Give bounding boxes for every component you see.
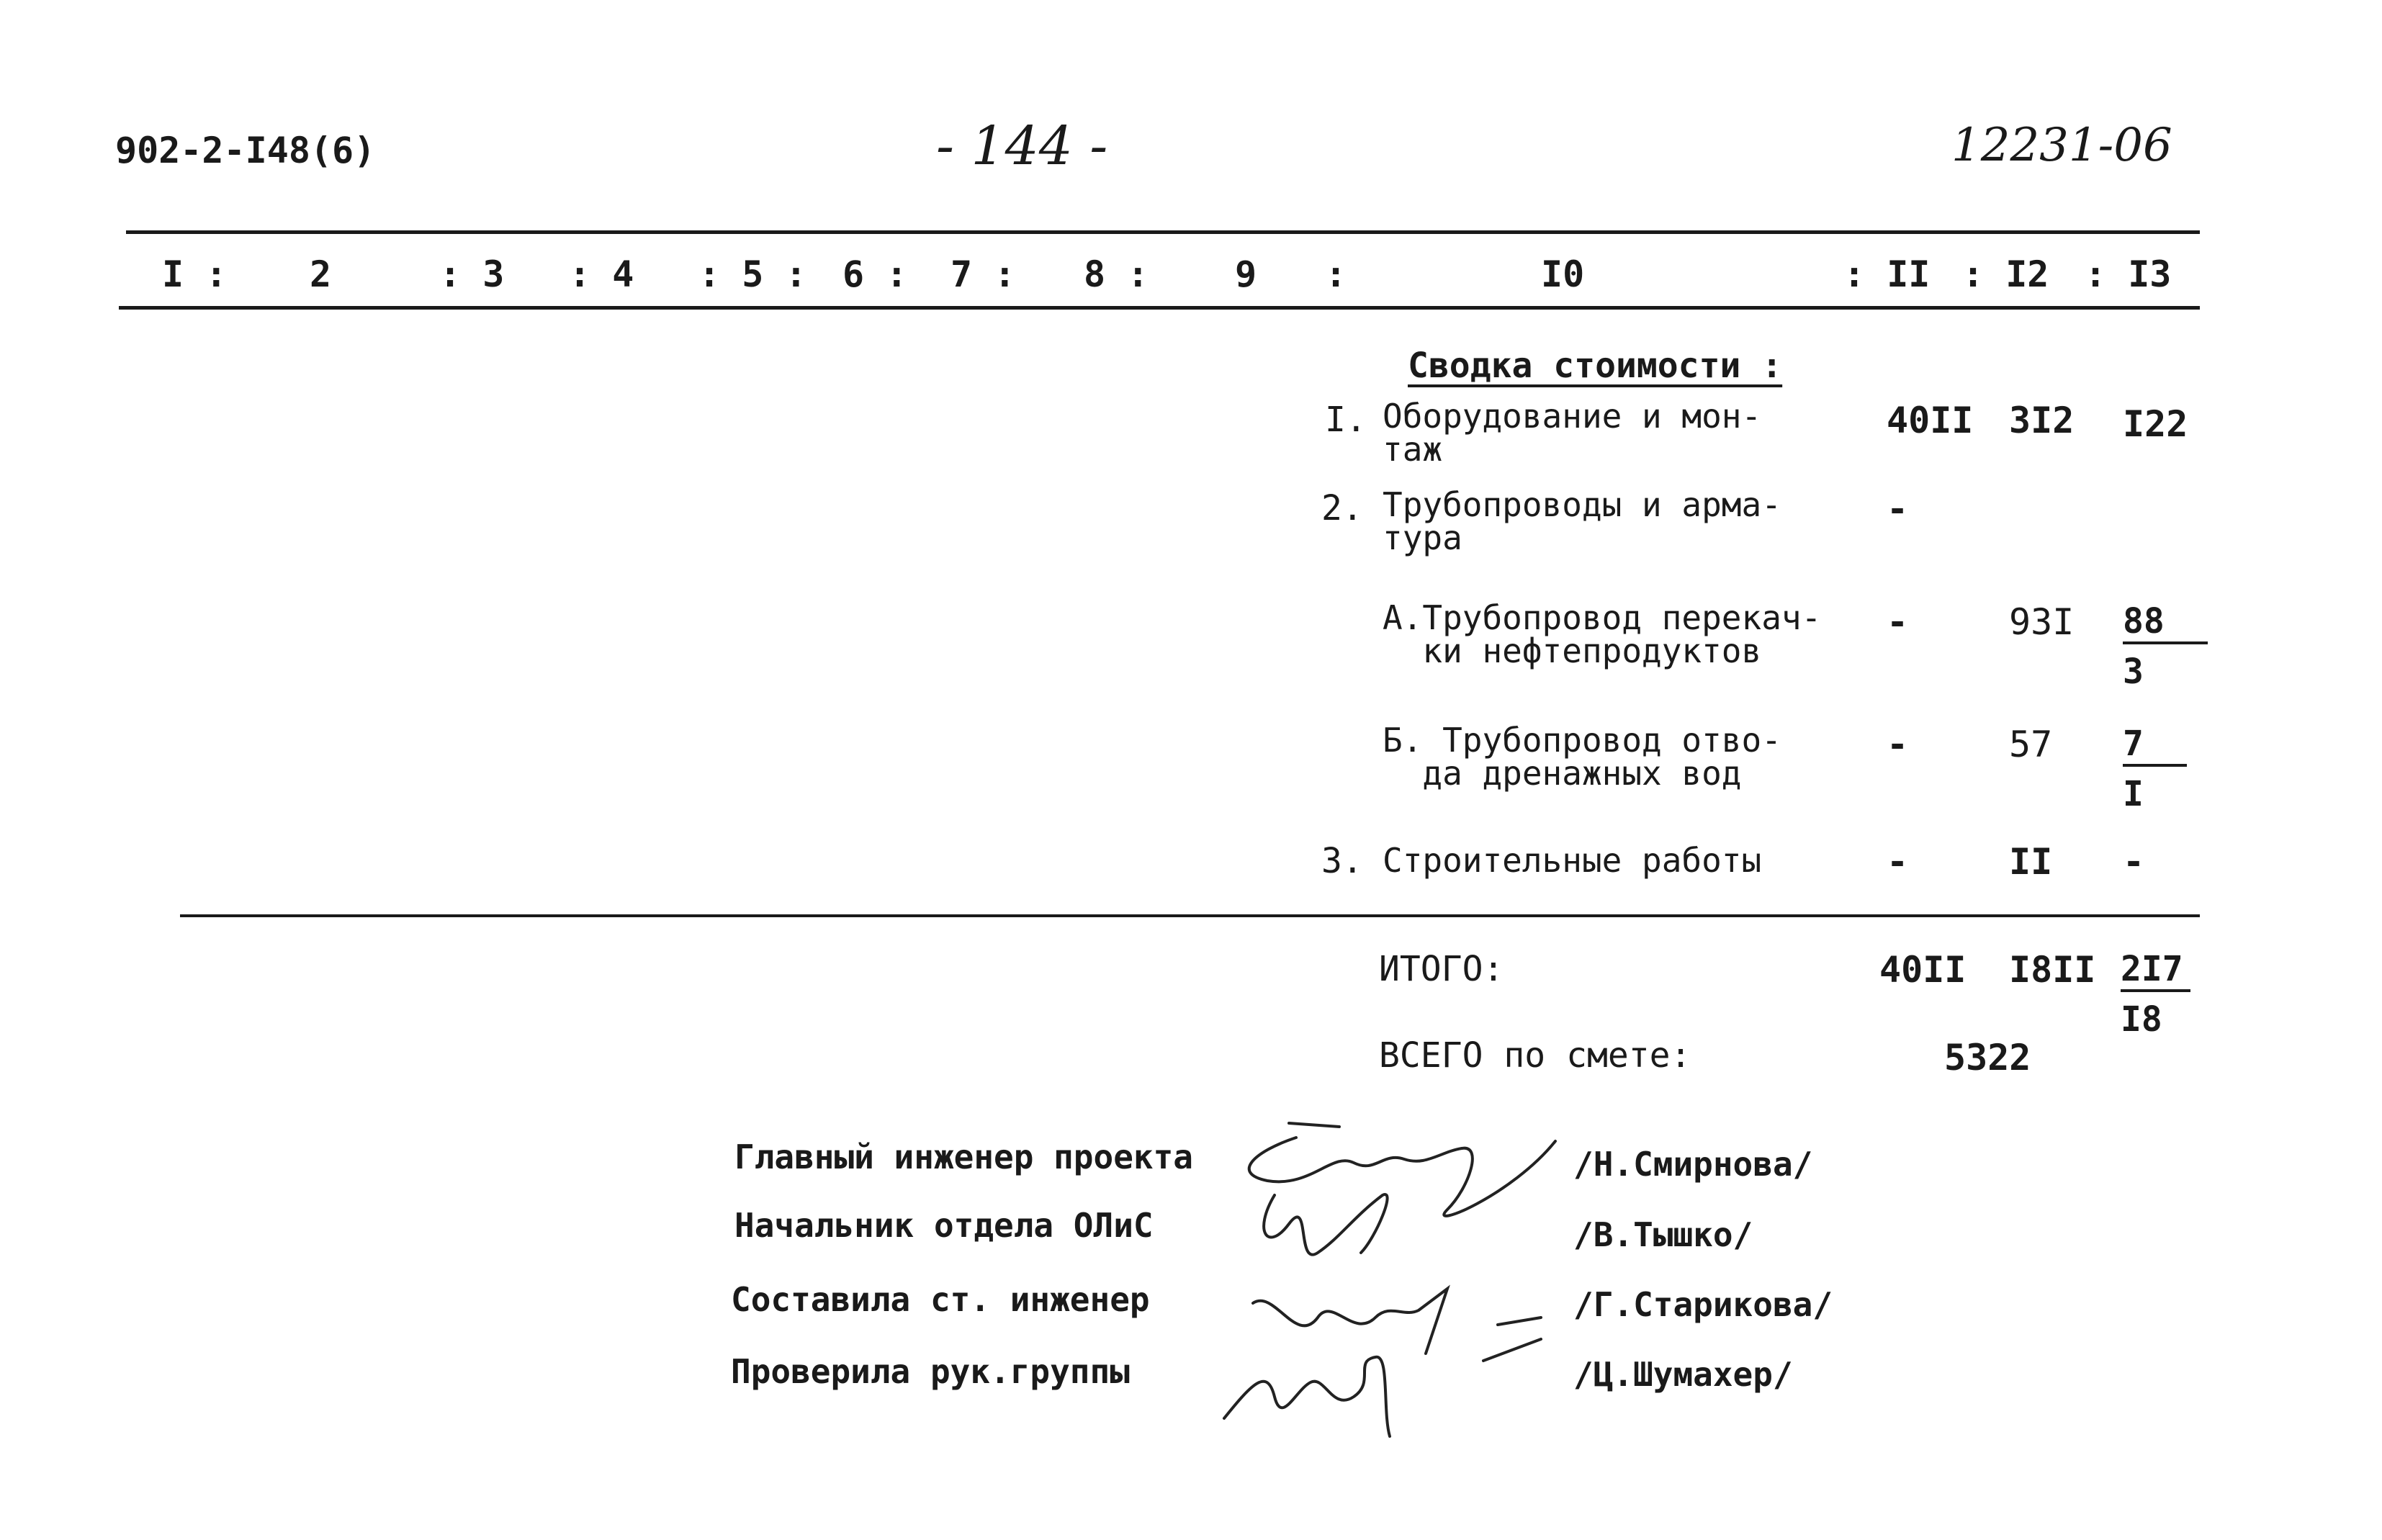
cell-col11: - — [1887, 488, 1909, 530]
cell-col11: - — [1887, 841, 1909, 883]
total-col11: 40II — [1879, 949, 1967, 991]
column-header-6: 6 : — [842, 253, 908, 295]
row-number: I. — [1325, 400, 1367, 440]
cell-col12: 3I2 — [2009, 400, 2075, 441]
table-header-bottom-rule — [119, 306, 2200, 310]
signature-name: /В.Тышко/ — [1573, 1215, 1753, 1254]
row-label: Строительные работы — [1383, 841, 1762, 880]
column-header-13: : I3 — [2085, 253, 2172, 295]
fraction-numerator: 7 — [2123, 724, 2187, 767]
cell-col13: I22 — [2123, 403, 2188, 445]
fraction-denominator: 3 — [2123, 652, 2144, 692]
column-header-12: : I2 — [1962, 253, 2049, 295]
grand-total-value: 5322 — [1944, 1037, 2031, 1079]
fraction-denominator: I8 — [2121, 999, 2162, 1040]
cell-col12: II — [2009, 841, 2053, 883]
cell-col11: - — [1887, 601, 1909, 643]
column-header-7: 7 : — [950, 253, 1016, 295]
signature-role: Начальник отдела ОЛиС — [734, 1206, 1154, 1245]
column-header-9: 9 — [1235, 253, 1257, 295]
cell-col11: 40II — [1887, 400, 1974, 441]
column-header-8: 8 : — [1084, 253, 1149, 295]
row-label: Трубопроводы и арма- тура — [1383, 485, 1781, 557]
signature-role: Составила ст. инженер — [731, 1280, 1150, 1319]
document-code: 902-2-I48(6) — [115, 130, 376, 171]
column-header-4: : 4 — [569, 253, 634, 295]
column-header-5: : 5 : — [698, 253, 807, 295]
column-header-10: I0 — [1541, 253, 1585, 295]
cell-col12: 57 — [2009, 724, 2053, 765]
summary-title: Сводка стоимости : — [1408, 346, 1783, 386]
total-col13-fraction — [2121, 949, 2190, 1040]
column-header-1: I : — [162, 253, 228, 295]
table-top-rule — [126, 230, 2200, 234]
total-col12: I8II — [2009, 949, 2096, 991]
table-body-bottom-rule — [180, 914, 2200, 917]
column-header-3: : 3 — [439, 253, 505, 295]
grand-total-label: ВСЕГО по смете: — [1379, 1035, 1691, 1076]
signature-name: /Н.Смирнова/ — [1573, 1145, 1813, 1184]
page-number: - 144 - — [936, 115, 1108, 177]
document-number: 12231-06 — [1951, 119, 2172, 172]
row-label: А.Трубопровод перекач- ки нефтепродуктов — [1383, 598, 1822, 670]
total-label: ИТОГО: — [1379, 949, 1504, 989]
cell-col13: - — [2123, 841, 2145, 883]
row-number: 2. — [1321, 488, 1363, 528]
cell-col12: 93I — [2009, 601, 2075, 643]
row-number: 3. — [1321, 841, 1363, 881]
row-label: Оборудование и мон- таж — [1383, 397, 1762, 469]
signature-name: /Г.Старикова/ — [1573, 1285, 1833, 1324]
cell-col13-fraction — [2123, 724, 2187, 814]
fraction-numerator: 88 — [2123, 601, 2208, 644]
signature-role: Главный инженер проекта — [734, 1138, 1193, 1176]
cell-col13-fraction — [2123, 601, 2208, 692]
handwritten-signatures — [1210, 1109, 1584, 1440]
fraction-numerator: 2I7 — [2121, 949, 2190, 992]
signature-name: /Ц.Шумахер/ — [1573, 1355, 1793, 1394]
column-header-2: 2 — [310, 253, 332, 295]
row-label: Б. Трубопровод отво- да дренажных вод — [1383, 721, 1781, 793]
cell-col11: - — [1887, 724, 1909, 765]
fraction-denominator: I — [2123, 774, 2144, 814]
column-separator-9: : — [1325, 253, 1347, 295]
column-header-11: : II — [1843, 253, 1931, 295]
signature-role: Проверила рук.группы — [731, 1352, 1130, 1391]
